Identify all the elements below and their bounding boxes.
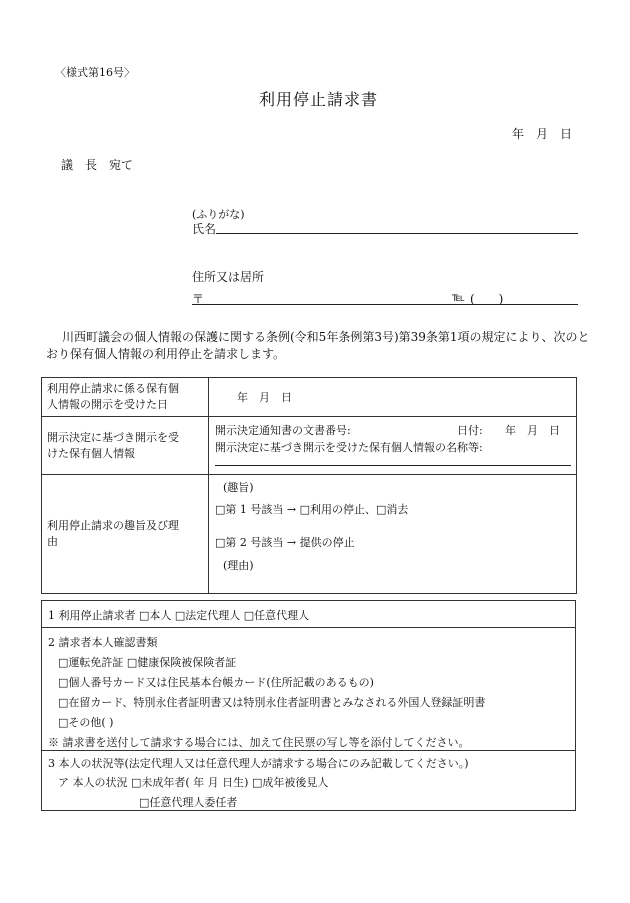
clause2-option[interactable]: □第 2 号該当 → 提供の停止 bbox=[215, 536, 355, 549]
id-doc-line-1[interactable]: □運転免許証 □健康保険被保険者証 bbox=[58, 656, 237, 669]
form-number: 〈様式第16号〉 bbox=[55, 66, 135, 79]
section3-heading: 3 本人の状況等(法定代理人又は任意代理人が請求する場合にのみ記載してください。) bbox=[48, 757, 469, 770]
row1-date: 年 月 日 bbox=[237, 391, 292, 404]
reason-label: (理由) bbox=[223, 559, 254, 572]
row2-label-line1: 開示決定に基づき開示を受 bbox=[47, 430, 179, 444]
row1-label-line1: 利用停止請求に係る保有個 bbox=[47, 382, 179, 395]
tel-label: ℡ bbox=[452, 290, 465, 304]
row3-label bbox=[42, 475, 209, 594]
row3-label-line2: 由 bbox=[47, 535, 58, 548]
page-title: 利用停止請求書 bbox=[259, 90, 379, 109]
furigana-label: (ふりがな) bbox=[192, 208, 245, 221]
info-name-line[interactable] bbox=[215, 465, 571, 466]
row1-label-line2: 人情報の開示を受けた日 bbox=[47, 398, 168, 411]
divider-2 bbox=[42, 750, 575, 751]
row2-label-line2: けた保有個人情報 bbox=[47, 446, 135, 460]
name-line[interactable] bbox=[216, 233, 578, 234]
name-label: 氏名 bbox=[192, 222, 217, 236]
tel-paren: ( ) bbox=[470, 292, 504, 306]
row3-value[interactable] bbox=[209, 475, 577, 594]
principal-status-line-2[interactable]: □任意代理人委任者 bbox=[139, 796, 238, 809]
intro-line-2: おり保有個人情報の利用停止を請求します。 bbox=[46, 347, 286, 361]
row3-label-line1: 利用停止請求の趣旨及び理 bbox=[47, 519, 179, 532]
row2-value[interactable] bbox=[209, 417, 577, 475]
clause1-option[interactable]: □第 1 号該当 → □利用の停止、□消去 bbox=[215, 503, 409, 516]
request-table bbox=[41, 377, 577, 594]
info-name-label: 開示決定に基づき開示を受けた保有個人情報の名称等: bbox=[215, 441, 483, 454]
purport-label: (趣旨) bbox=[223, 481, 254, 494]
date-line: 年 月 日 bbox=[512, 127, 573, 141]
date-value: 年 月 日 bbox=[505, 424, 560, 437]
section1-requester[interactable]: 1 利用停止請求者 □本人 □法定代理人 □任意代理人 bbox=[48, 609, 310, 622]
section2-note: ※ 請求書を送付して請求する場合には、加えて住民票の写し等を添付してください。 bbox=[48, 736, 470, 749]
id-doc-line-4[interactable]: □その他( ) bbox=[58, 716, 114, 729]
row2-label bbox=[42, 417, 209, 475]
addressee: 議 長 宛て bbox=[61, 158, 134, 172]
doc-number-label: 開示決定通知書の文書番号: bbox=[215, 424, 351, 437]
row1-label bbox=[42, 378, 209, 417]
section2-heading: 2 請求者本人確認書類 bbox=[48, 636, 158, 649]
postal-mark: 〒 bbox=[192, 292, 205, 306]
intro-line-1: 川西町議会の個人情報の保護に関する条例(令和5年条例第3号)第39条第1項の規定により、次のと bbox=[62, 330, 590, 344]
row1-value[interactable] bbox=[209, 378, 577, 417]
date-label: 日付: bbox=[457, 424, 483, 437]
address-label: 住所又は居所 bbox=[192, 270, 265, 284]
id-doc-line-2[interactable]: □個人番号カード又は住民基本台帳カード(住所記載のあるもの) bbox=[58, 676, 374, 689]
divider-1 bbox=[42, 627, 575, 628]
principal-status-line-1[interactable]: ア 本人の状況 □未成年者( 年 月 日生) □成年被後見人 bbox=[58, 776, 329, 789]
applicant-box bbox=[41, 600, 576, 811]
id-doc-line-3[interactable]: □在留カード、特別永住者証明書又は特別永住者証明書とみなされる外国人登録証明書 bbox=[58, 696, 486, 709]
address-line[interactable] bbox=[192, 304, 578, 305]
